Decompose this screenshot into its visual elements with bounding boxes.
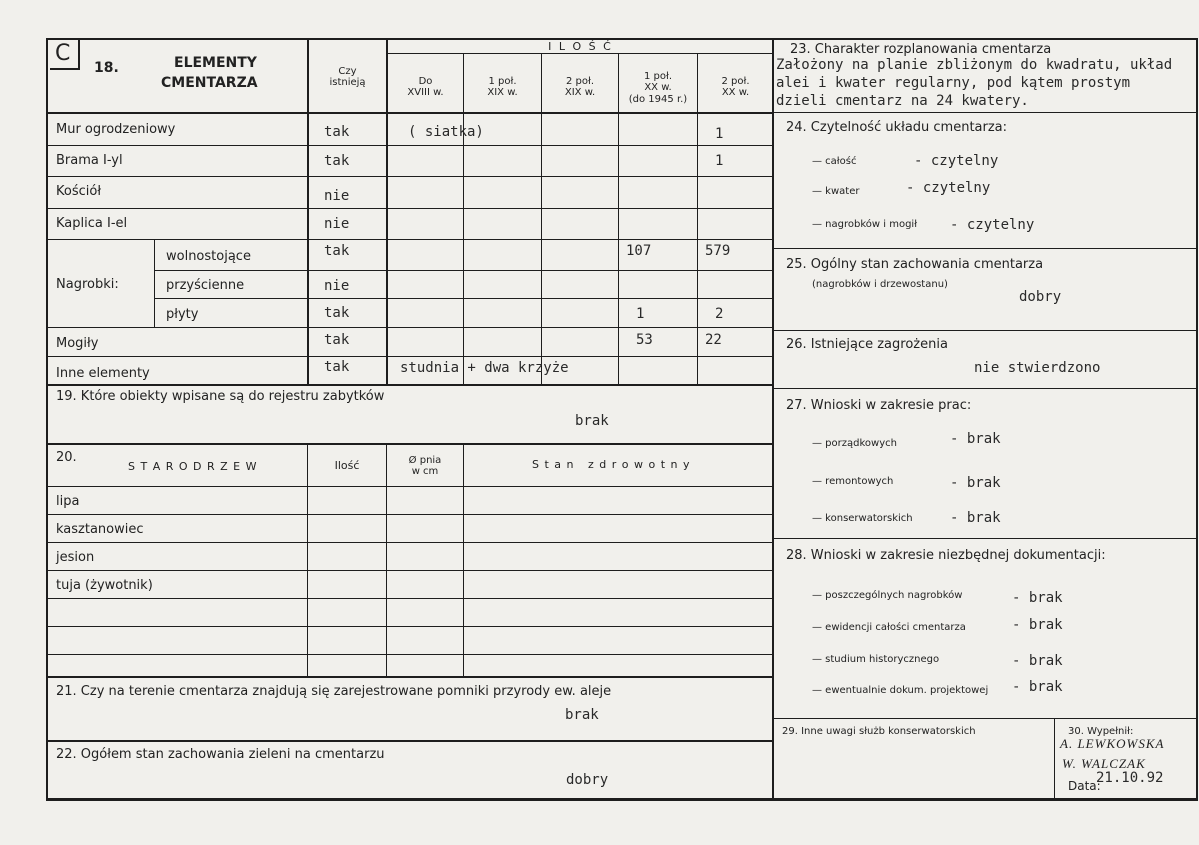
q28-value-ewidencji: - brak [1012,617,1063,633]
q24-label: 24. Czytelność układu cmentarza: [786,120,1008,135]
q26-label: 26. Istniejące zagrożenia [786,337,948,352]
row-label-brama: Brama I-yl [56,153,123,168]
q19-label: 19. Które obiekty wpisane są do rejestru zabytków [56,389,385,404]
period-header-4-l2: XX w. [644,82,672,93]
q24-item-calosc: — całość [812,156,857,167]
nagrobki-label: Nagrobki: [56,277,119,292]
period-header-2-l1: 1 poł. [488,76,517,87]
row-c5-mur: 1 [715,126,724,142]
section-18-number: 18. [94,60,119,76]
nagrobki-label-wolnostojace: wolnostojące [166,249,251,264]
q22-label: 22. Ogółem stan zachowania zieleni na cmentarzu [56,747,385,762]
row-label-inne: Inne elementy [56,366,150,381]
period-header-3-l2: XIX w. [564,87,596,98]
q27-value-konserwatorskich: - brak [950,510,1001,526]
row-exists-mogily: tak [324,332,350,348]
q27-item-remontowych: — remontowych [812,476,894,487]
q28-value-studium: - brak [1012,653,1063,669]
starodrzew-title: S T A R O D R Z E W [128,460,258,473]
row-label-mur: Mur ogrodzeniowy [56,122,176,137]
tree-kasztanowiec: kasztanowiec [56,522,144,537]
period-header-5-l2: XX w. [721,87,750,98]
q21-answer: brak [565,707,599,723]
form-letter-box [50,40,80,70]
q28-item-projektowej: — ewentualnie dokum. projektowej [812,685,989,696]
row-exists-mur: tak [324,124,350,140]
q30-signature-1: A. LEWKOWSKA [1060,736,1165,751]
q28-item-ewidencji: — ewidencji całości cmentarza [812,622,966,633]
tree-jesion: jesion [56,550,95,565]
nagrobki-label-plyty: płyty [166,307,199,322]
starodrzew-col-stan: S t a n z d r o w o t n y [532,458,691,471]
row-label-mogily: Mogiły [56,336,99,351]
form-letter: C [55,41,71,66]
starodrzew-col-pnia-2: w cm [411,466,439,477]
q25-sub: (nagrobków i drzewostanu) [812,279,948,290]
row-label-kosciol: Kościół [56,184,102,199]
nagrobki-exists-plyty: tak [324,305,350,321]
row-exists-kaplica: nie [324,216,350,232]
q28-label: 28. Wnioski w zakresie niezbędnej dokumentacji: [786,548,1106,563]
q24-item-nagrobki: — nagrobków i mogił [812,219,918,230]
row-c5-mogily: 22 [705,332,722,348]
q21-label: 21. Czy na terenie cmentarza znajdują się zarejestrowane pomniki przyrody ew. aleje [56,684,612,699]
nagrobki-label-przyscienne: przyścienne [166,278,245,293]
row-exists-inne: tak [324,359,350,375]
q24-value-nagrobki: - czytelny [950,217,1035,233]
exists-header-line2: istnieją [329,77,366,88]
q28-item-nagrobkow: — poszczególnych nagrobków [812,590,963,601]
nagrobki-exists-wolnostojace: tak [324,243,350,259]
q23-label: 23. Charakter rozplanowania cmentarza [790,42,1052,57]
q24-value-calosc: - czytelny [914,153,999,169]
starodrzew-col-ilosc: Ilość [334,459,360,472]
period-header-1-l1: Do [418,76,433,87]
row-note-mur: ( siatka) [408,124,484,140]
q26-answer: nie stwierdzono [974,360,1101,376]
starodrzew-number: 20. [56,450,77,465]
row-label-kaplica: Kaplica I-el [56,216,128,231]
nagrobki-exists-przyscienne: nie [324,278,350,294]
q19-answer: brak [575,413,609,429]
q23-line1: Założony na planie zbliżonym do kwadratu, układ [776,57,1173,73]
nagrobki-c4-plyty: 1 [636,306,645,322]
q27-value-porzadkowych: - brak [950,431,1001,447]
q30-date: 21.10.92 [1096,770,1164,786]
q28-value-projektowej: - brak [1012,679,1063,695]
q28-item-studium: — studium historycznego [812,654,940,665]
q23-line3: dzieli cmentarz na 24 kwatery. [776,93,1029,109]
row-c4-mogily: 53 [636,332,653,348]
q27-label: 27. Wnioski w zakresie prac: [786,398,972,413]
period-header-4-l3: (do 1945 r.) [628,94,688,105]
period-header-2-l2: XIX w. [487,87,518,98]
q24-item-kwater: — kwater [812,186,860,197]
q27-item-porzadkowych: — porządkowych [812,438,897,449]
row-exists-brama: tak [324,153,350,169]
q27-item-konserwatorskich: — konserwatorskich [812,513,913,524]
nagrobki-c5-wolnostojace: 579 [705,243,731,259]
period-header-3-l1: 2 poł. [565,76,595,87]
q30-date-label: Data: [1068,779,1101,793]
q30-signature-2: W. WALCZAK [1062,756,1146,771]
ilosc-header: I L O Ś Ć [548,40,613,53]
q28-value-nagrobkow: - brak [1012,590,1063,606]
nagrobki-c5-plyty: 2 [715,306,724,322]
exists-header-line1: Czy [338,66,357,77]
period-header-1-l2: XVIII w. [407,87,444,98]
section-18-title-line1: ELEMENTY [174,55,257,71]
row-c5-brama: 1 [715,153,724,169]
period-header-5-l1: 2 poł. [721,76,750,87]
tree-lipa: lipa [56,494,80,509]
q29-label: 29. Inne uwagi służb konserwatorskich [782,726,976,737]
starodrzew-col-pnia-1: Ø pnia [408,455,442,466]
q25-answer: dobry [1019,289,1062,305]
q22-answer: dobry [566,772,609,788]
q23-line2: alei i kwater regularny, pod kątem prostym [776,75,1131,91]
q24-value-kwater: - czytelny [906,180,991,196]
tree-tuja: tuja (żywotnik) [56,578,153,593]
row-exists-kosciol: nie [324,188,350,204]
period-header-4-l1: 1 poł. [643,71,673,82]
nagrobki-c4-wolnostojace: 107 [626,243,652,259]
q25-label: 25. Ogólny stan zachowania cmentarza [786,257,1044,272]
section-18-title-line2: CMENTARZA [161,75,258,91]
q27-value-remontowych: - brak [950,475,1001,491]
row-note-inne: studnia + dwa krzyże [400,360,569,376]
q30-label: 30. Wypełnił: [1068,726,1134,737]
